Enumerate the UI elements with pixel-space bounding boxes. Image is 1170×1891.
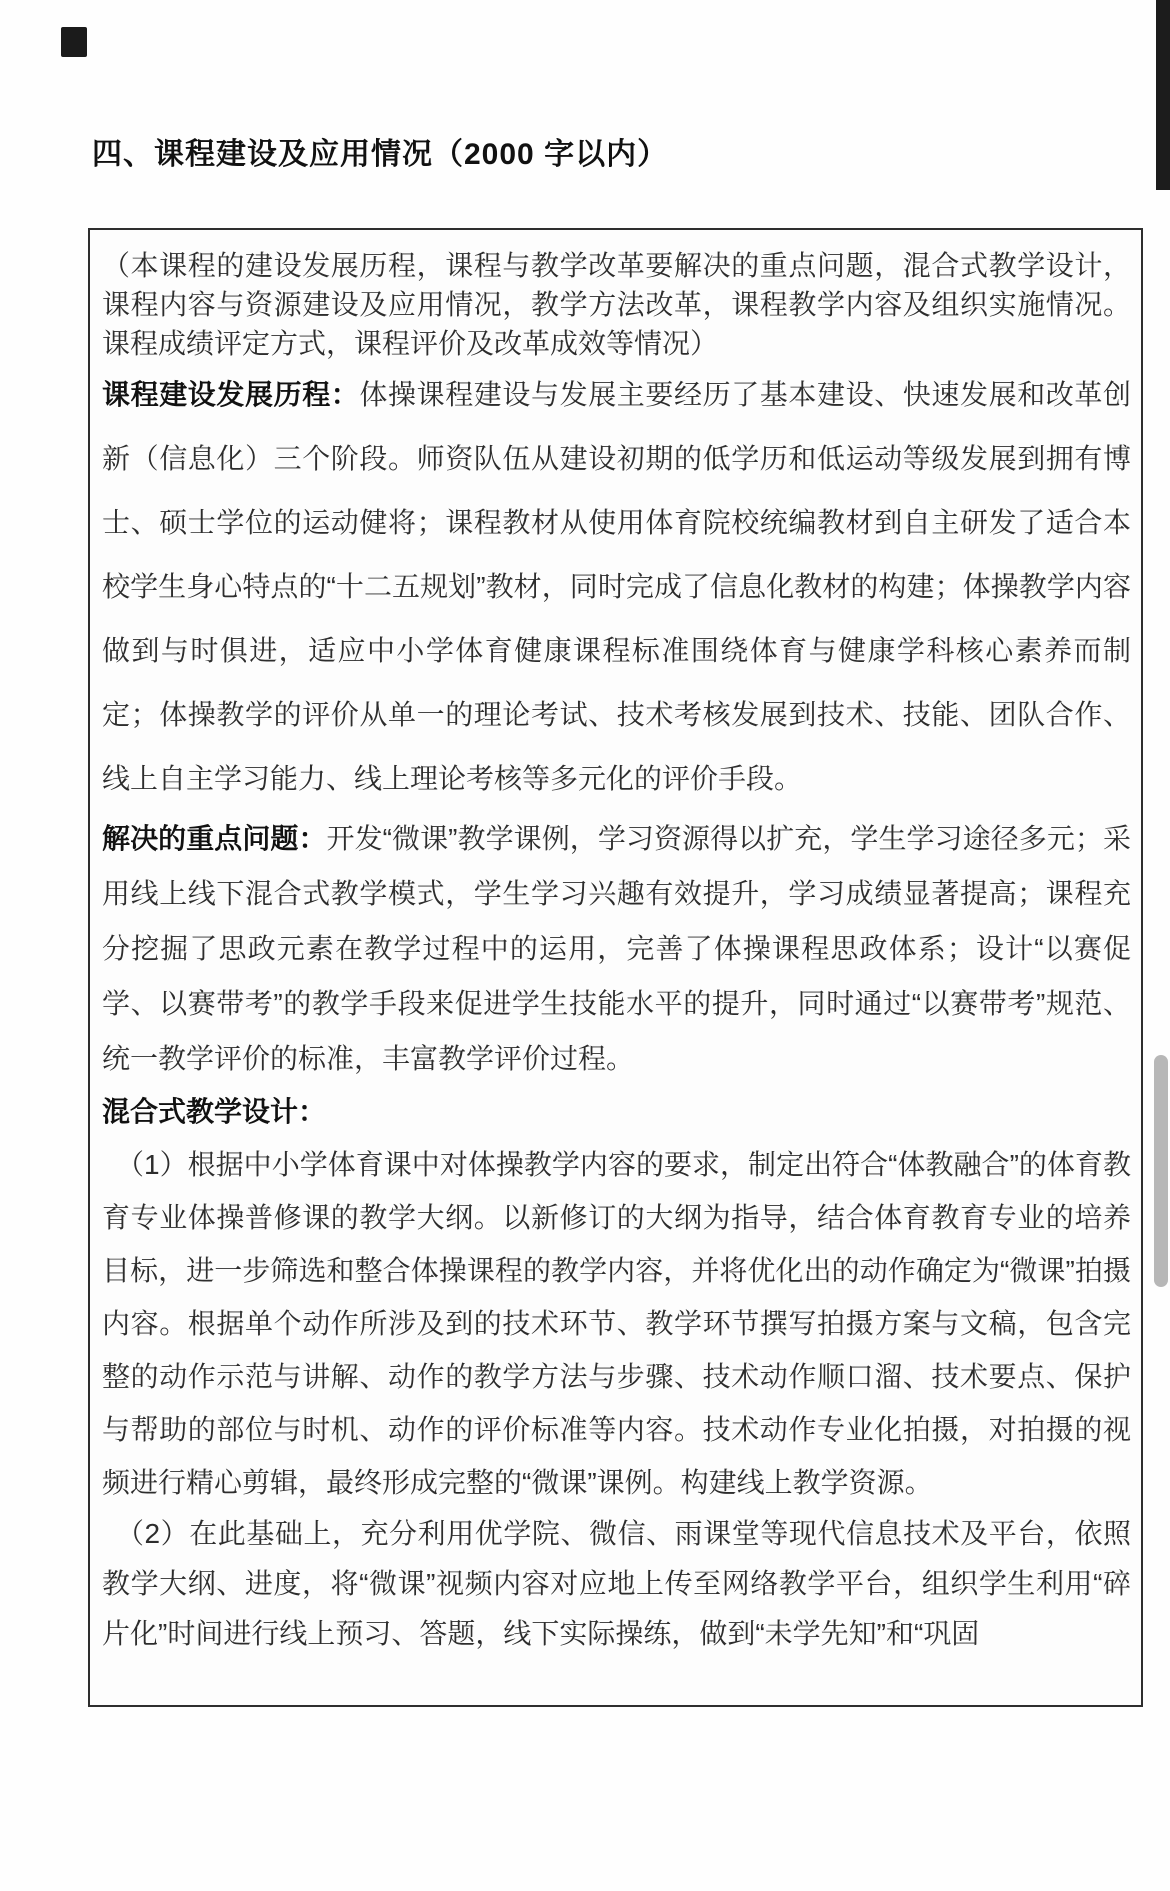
scan-artifact-right-edge: [1156, 0, 1170, 190]
scan-artifact-corner-mark: [61, 27, 87, 57]
paragraph-design-item-2: [102, 1509, 1131, 1659]
instructions-paragraph: （本课程的建设发展历程，课程与教学改革要解决的重点问题，混合式教学设计，课程内容与资源建设及应用情况，教学方法改革，课程教学内容及组织实施情况。课程成绩评定方式，课程评价及改革成效等情况）: [102, 250, 1131, 359]
scrollbar-thumb[interactable]: [1154, 1055, 1168, 1287]
paragraph-label: 课程建设发展历程：: [102, 379, 360, 410]
paragraph-key-problems: [102, 811, 1131, 1086]
paragraph-text: 体操课程建设与发展主要经历了基本建设、快速发展和改革创新（信息化）三个阶段。师资队伍从建设初期的低学历和低运动等级发展到拥有博士、硕士学位的运动健将；课程教材从使用体育院校统编教材到自主研发了适合本校学生身心特点的“十二五规划”教材，同时完成了信息化教材的构建；体操教学内容做到与时俱进，适应中小学体育健康课程标准围绕体育与健康学科核心素养而制定；体操教学的评价从单一的理论考试、技术考核发展到技术、技能、团队合作、线上自主学习能力、线上理论考核等多元化的评价手段。: [102, 379, 1131, 794]
paragraph-blended-design-heading: [102, 1086, 1131, 1138]
paragraph-design-item-1: [102, 1138, 1131, 1509]
paragraph-label: 混合式教学设计：: [102, 1096, 327, 1127]
paragraph-text: 开发“微课”教学课例，学习资源得以扩充，学生学习途径多元；采用线上线下混合式教学模式，学生学习兴趣有效提升，学习成绩显著提高；课程充分挖掘了思政元素在教学过程中的运用，完善了体操课程思政体系；设计“以赛促学、以赛带考”的教学手段来促进学生技能水平的提升，同时通过“以赛带考”规范、统一教学评价的标准，丰富教学评价过程。: [102, 823, 1131, 1074]
paragraph-course-history: [102, 363, 1131, 811]
paragraph-label: 解决的重点问题：: [102, 823, 327, 854]
course-construction-table-cell: [88, 228, 1143, 1707]
section-title: 四、课程建设及应用情况（2000 字以内）: [92, 138, 669, 171]
paragraph-text: （1）根据中小学体育课中对体操教学内容的要求，制定出符合“体教融合”的体育教育专业体操普修课的教学大纲。以新修订的大纲为指导，结合体育教育专业的培养目标，进一步筛选和整合体操课程的教学内容，并将优化出的动作确定为“微课”拍摄内容。根据单个动作所涉及到的技术环节、教学环节撰写拍摄方案与文稿，包含完整的动作示范与讲解、动作的教学方法与步骤、技术动作顺口溜、技术要点、保护与帮助的部位与时机、动作的评价标准等内容。技术动作专业化拍摄，对拍摄的视频进行精心剪辑，最终形成完整的“微课”课例。构建线上教学资源。: [102, 1149, 1131, 1498]
paragraph-text: （2）在此基础上，充分利用优学院、微信、雨课堂等现代信息技术及平台，依照教学大纲、进度，将“微课”视频内容对应地上传至网络教学平台，组织学生利用“碎片化”时间进行线上预习、答题，线下实际操练，做到“未学先知”和“巩固: [102, 1518, 1131, 1649]
